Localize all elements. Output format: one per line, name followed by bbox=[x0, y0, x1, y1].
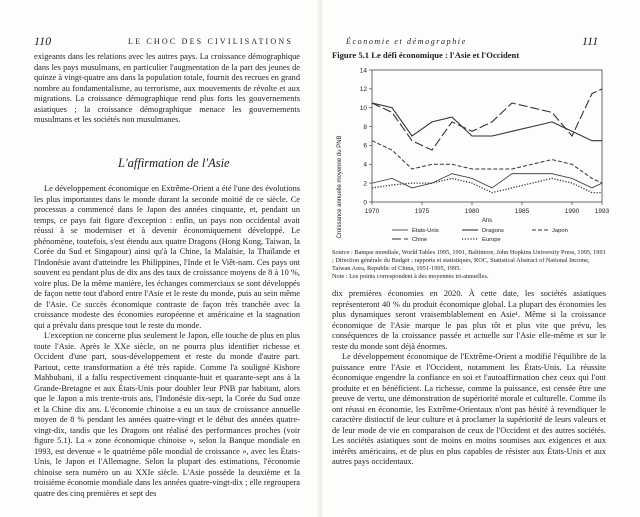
y-tick-label: 0 bbox=[363, 199, 367, 207]
figure-title: Figure 5.1 Le défi économique : l'Asie et l'Occident bbox=[332, 50, 520, 60]
y-tick-label: 8 bbox=[363, 123, 367, 131]
right-body-text bbox=[332, 289, 606, 468]
figure-source bbox=[332, 249, 608, 281]
series-line-tatsunis bbox=[372, 174, 602, 188]
y-tick-label: 14 bbox=[359, 67, 367, 75]
x-tick-label: 1985 bbox=[514, 208, 530, 215]
body-paragraph: Le développement économique en Extrême-Orient a été l'une des évolutions les plus importantes dans le monde durant la seconde moitié de ce siècle. Ce processus a commencé dans le Japon des années cinquante, et, pendant un temps, ce pays fait figure d'exception : enfin, un pays non occidental avait réussi à se moderniser et à devenir économiquement développé. Le phénomène, toutefois, s'est étendu aux quatre Dragons (Hong Kong, Taiwan, la Corée du Sud et Singapour) ainsi qu'à la Chine, la Malaisie, la Thaïlande et l'Indonésie avant d'atteindre les Philippines, l'Inde et le Viêt-nam. Ces pays ont souvent eu pendant plus de dix ans des taux de croissance moyens de 8 à 10 %, voire plus. De la même manière, les échanges commerciaux se sont développés de façon nette tout d'abord entre l'Asie et le reste du monde, puis au sein même de l'Asie. Ce succès économique contraste de façon très tranchée avec la croissance modeste des économies européenne et américaine et la stagnation qui a prévalu dans presque tout le reste du monde. bbox=[34, 184, 300, 330]
chart-series bbox=[372, 89, 602, 193]
left-body-text bbox=[34, 184, 300, 499]
x-axis-label: Ans bbox=[481, 218, 493, 224]
chart-legend bbox=[392, 227, 568, 243]
series-line-dragons bbox=[372, 103, 602, 141]
x-axis bbox=[365, 202, 610, 215]
y-tick-label: 12 bbox=[359, 86, 367, 94]
x-tick-label: 1970 bbox=[364, 208, 380, 215]
right-running-head: Économie et démographie bbox=[346, 37, 467, 46]
intro-paragraph: exigeants dans les relations avec les autres pays. La croissance démographique dans les pays musulmans, en particulier l'augmentation de la part des jeunes de quinze à vingt-quatre ans dans la population totale, fournit des recrues en grand nombre au fondamentalisme, au terrorisme, aux mouvements de révolte et aux migrations. La croissance démographique rend plus forts les gouvernements asiatiques ; la croissance démographique menace les gouvernements musulmans et les sociétés non musulmanes. bbox=[34, 52, 300, 124]
growth-line-chart bbox=[332, 60, 612, 246]
legend-label: Europe bbox=[482, 237, 501, 243]
legend-label: Chine bbox=[412, 237, 428, 243]
legend-label: Dragons bbox=[482, 228, 504, 234]
body-paragraph: dix premières économies en 2020. À cette date, les sociétés asiatiques représenteront 40 % du produit économique global. La plupart des économies les plus dynamiques seront vraisemblablement en Asie¹. Même si la croissance économique de l'Asie marque le pas plus tôt et plus vite que prévu, les conséquences de la croissance passée et actuelle sur l'Asie elle-même et sur le reste du monde sont déjà énormes. bbox=[332, 289, 606, 351]
y-tick-label: 2 bbox=[363, 180, 367, 188]
x-tick-label: 1993 bbox=[594, 208, 610, 215]
section-title: L'affirmation de l'Asie bbox=[118, 156, 230, 170]
figure-note: Note : Les points correspondent à des moyennes tri-annuelles. bbox=[332, 273, 489, 280]
legend-label: États-Unis bbox=[412, 228, 439, 234]
y-axis-label: Croissance annuelle moyenne du PNB bbox=[337, 135, 343, 239]
body-paragraph: L'exception ne concerne plus seulement le Japon, elle touche de plus en plus toute l'Asie. Après le XXe siècle, on ne pourra plus identifier richesse et Occident d'une part, sous-développement et reste du monde d'autre part. Partout, cette transformation a été très rapide. Comme l'a souligné Kishore Mahbubani, il a fallu respectivement cinquante-huit et quarante-sept ans à la Grande-Bretagne et aux États-Unis pour doubler leur PNB par habitant, alors que le Japon a mis trente-trois ans, l'Indonésie dix-sept, la Corée du Sud onze et la Chine dix ans. L'économie chinoise a eu un taux de croissance annuelle moyen de 8 % pendant les années quatre-vingt et le début des années quatre-vingt-dix, tandis que les Dragons ont réalisé des performances proches (voir figure 5.1). La « zone économique chinoise », selon la Banque mondiale en 1993, est devenue « le quatrième pôle mondial de croissance », avec les États-Unis, le Japon et l'Allemagne. Selon la plupart des estimations, l'économie chinoise sera numéro un au XXIe siècle. L'Asie possède la deuxième et la troisième économie mondiale dans les années quatre-vingt-dix ; elle regroupera quatre des cinq premières et sept des bbox=[34, 331, 300, 498]
left-intro-text bbox=[34, 52, 300, 126]
y-axis bbox=[360, 67, 372, 206]
y-tick-label: 4 bbox=[363, 161, 367, 169]
legend-label: Japon bbox=[552, 228, 568, 234]
y-tick-label: 10 bbox=[359, 105, 367, 113]
body-paragraph: Le développement économique de l'Extrême-Orient a modifié l'équilibre de la puissance entre l'Asie et l'Occident, notamment les États-Unis. La réussite économique engendre la confiance en soi et l'autoaffirmation chez ceux qui l'ont produite et en bénéficient. La richesse, comme la puissance, est censée être une preuve de vertu, une démonstration de supériorité morale et culturelle. Comme ils ont réussi en économie, les Extrême-Orientaux n'ont pas hésité à revendiquer le caractère distinctif de leur culture et à proclamer la supériorité de leurs valeurs et de leur mode de vie en comparaison de ceux de l'Occident et des autres sociétés. Les sociétés asiatiques sont de moins en moins soumises aux exigences et aux intérêts américains, et de plus en plus capables de résister aux États-Unis et aux autres pays occidentaux. bbox=[332, 352, 606, 466]
x-tick-label: 1990 bbox=[564, 208, 580, 215]
right-page-number: 111 bbox=[582, 34, 599, 48]
source-note: Source : Banque mondiale, World Tables 1995, 1991, Baltimore, John Hopkins University Press, 1995, 1991 ; Direction générale du Budget ; rapports et statistiques, ROC, Statistical Abstract of National Income, Taiwan Area, Republic of China, 1951-1995, 1995. bbox=[332, 249, 606, 272]
left-running-head: LE CHOC DES CIVILISATIONS bbox=[128, 37, 293, 46]
series-line-japon bbox=[372, 141, 602, 183]
x-tick-label: 1980 bbox=[464, 208, 480, 215]
y-tick-label: 6 bbox=[363, 142, 367, 150]
x-tick-label: 1975 bbox=[414, 208, 430, 215]
left-page-number: 110 bbox=[34, 34, 52, 48]
series-line-chine bbox=[372, 89, 602, 150]
